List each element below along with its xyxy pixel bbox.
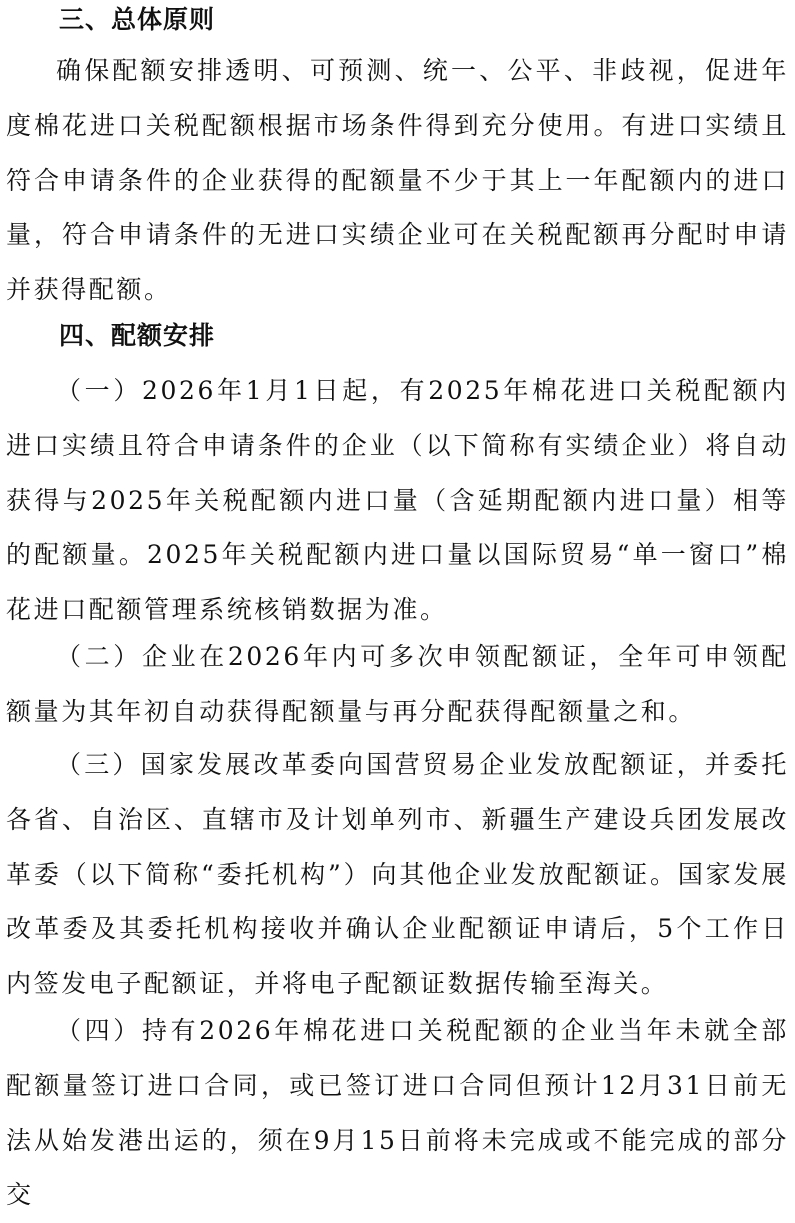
section-heading-principles: 三、总体原则 [59, 5, 216, 34]
section-heading-quota-arrangement: 四、配额安排 [59, 321, 216, 350]
quota-item-1-paragraph: （一）2026年1月1日起，有2025年棉花进口关税配额内进口实绩且符合申请条件的企业（以下简称有实绩企业）将自动获得与2025年关税配额内进口量（含延期配额内进口量）相等的配额量。2025年关税配额内进口量以国际贸易“单一窗口”棉花进口配额管理系统核销数据为准。 [6, 376, 789, 625]
quota-item-2-paragraph: （二）企业在2026年内可多次申领配额证，全年可申领配额量为其年初自动获得配额量与再分配获得配额量之和。 [6, 642, 789, 726]
principles-paragraph: 确保配额安排透明、可预测、统一、公平、非歧视，促进年度棉花进口关税配额根据市场条件得到充分使用。有进口实绩且符合申请条件的企业获得的配额量不少于其上一年配额内的进口量，符合申请条件的无进口实绩企业可在关税配额再分配时申请并获得配额。 [6, 56, 789, 305]
quota-item-3-paragraph: （三）国家发展改革委向国营贸易企业发放配额证，并委托各省、自治区、直辖市及计划单列市、新疆生产建设兵团发展改革委（以下简称“委托机构”）向其他企业发放配额证。国家发展改革委及其委托机构接收并确认企业配额证申请后，5个工作日内签发电子配额证，并将电子配额证数据传输至海关。 [6, 750, 789, 999]
quota-item-4-paragraph: （四）持有2026年棉花进口关税配额的企业当年未就全部配额量签订进口合同，或已签订进口合同但预计12月31日前无法从始发港出运的，须在9月15日前将未完成或不能完成的部分交 [6, 1016, 789, 1210]
